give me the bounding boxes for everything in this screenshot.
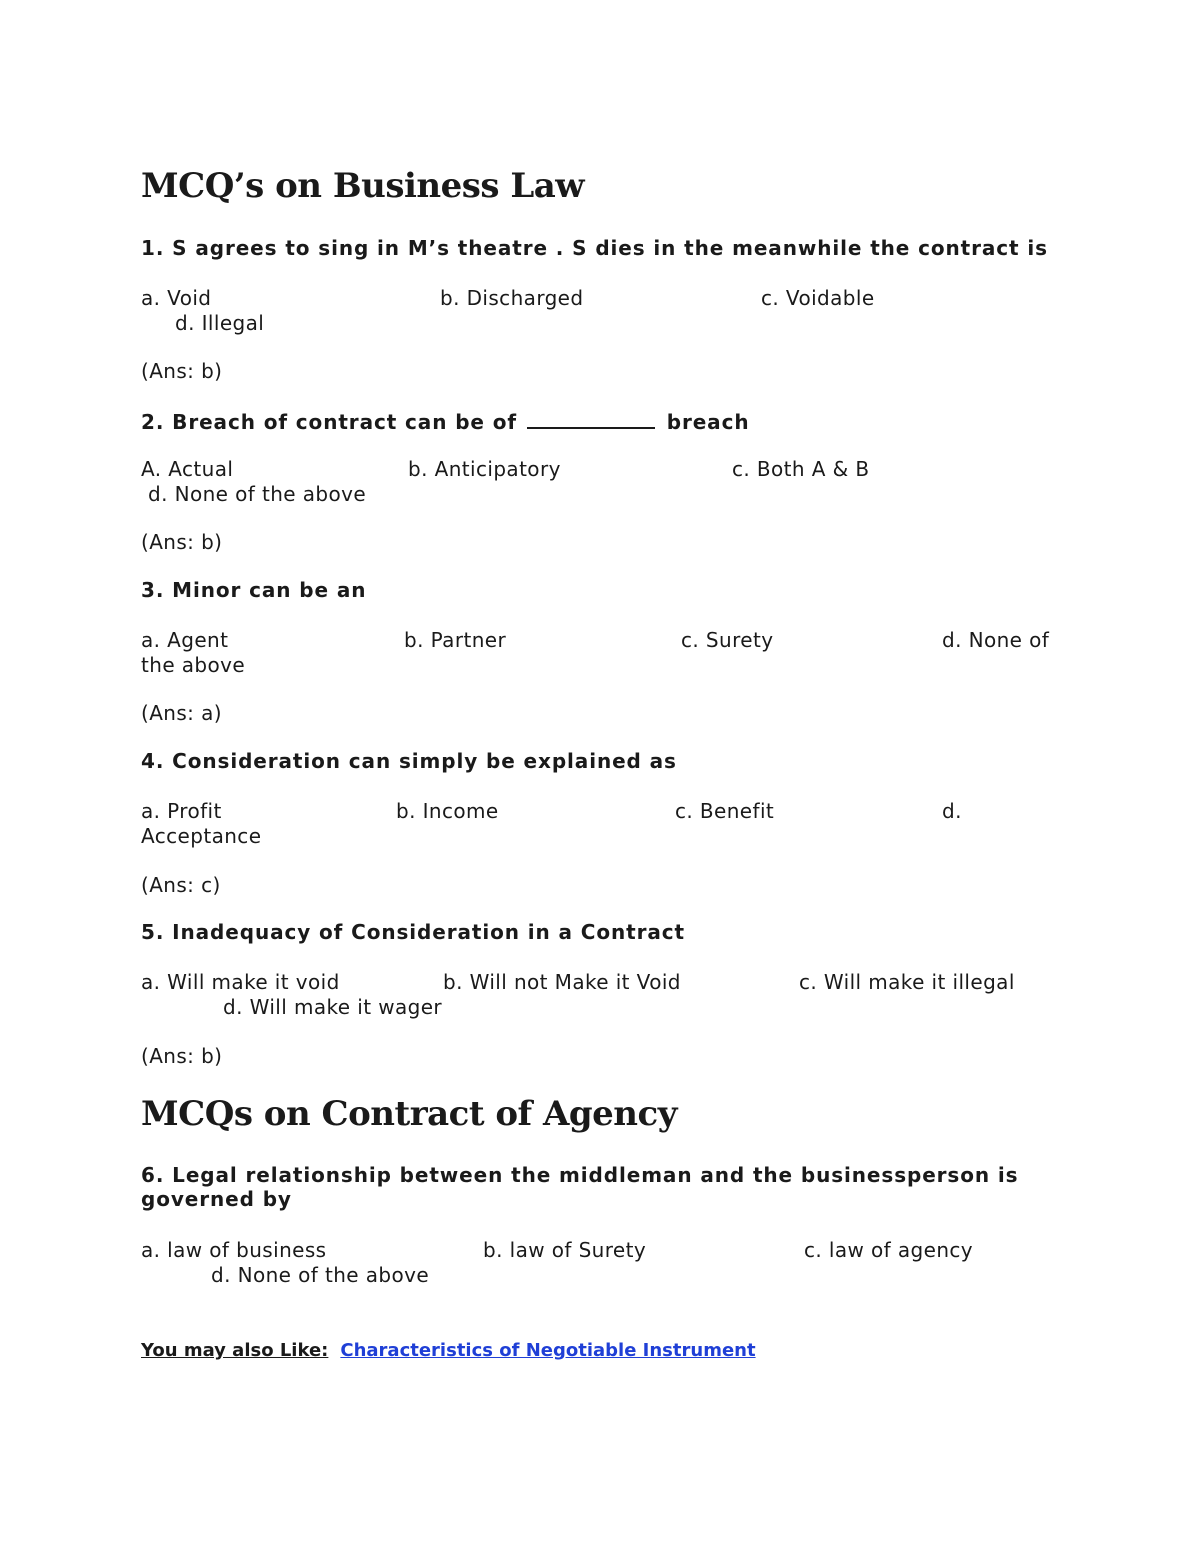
question-4-option-a: a. Profit — [141, 799, 222, 823]
question-2-text-before: 2. Breach of contract can be of — [141, 410, 517, 434]
question-4-answer: (Ans: c) — [141, 873, 221, 897]
question-4: 4. Consideration can simply be explained as — [141, 749, 677, 773]
question-5-option-c: c. Will make it illegal — [799, 970, 1015, 994]
question-4-option-d-continued: Acceptance — [141, 824, 262, 848]
question-5-option-b: b. Will not Make it Void — [443, 970, 681, 994]
question-6: 6. Legal relationship between the middleman and the businessperson is governed by — [141, 1163, 1019, 1211]
question-1: 1. S agrees to sing in M’s theatre . S dies in the meanwhile the contract is — [141, 236, 1048, 260]
question-4-option-d: d. — [942, 799, 962, 823]
question-1-option-a: a. Void — [141, 286, 212, 310]
question-6-option-b: b. law of Surety — [483, 1238, 647, 1262]
also-like-row — [141, 1340, 756, 1361]
question-2-option-d: d. None of the above — [148, 482, 367, 506]
question-6-option-d: d. None of the above — [211, 1263, 430, 1287]
question-4-option-c: c. Benefit — [675, 799, 775, 823]
also-like-link[interactable]: Characteristics of Negotiable Instrument — [340, 1340, 756, 1361]
question-3-option-a: a. Agent — [141, 628, 229, 652]
also-like-label: You may also Like: — [141, 1340, 329, 1361]
section-heading-business-law: MCQ’s on Business Law — [141, 166, 585, 206]
question-1-option-b: b. Discharged — [440, 286, 584, 310]
question-1-option-c: c. Voidable — [761, 286, 875, 310]
question-6-option-c: c. law of agency — [804, 1238, 974, 1262]
question-2-option-a: A. Actual — [141, 457, 234, 481]
question-5-option-d: d. Will make it wager — [223, 995, 443, 1019]
question-2-answer: (Ans: b) — [141, 530, 223, 554]
question-5-answer: (Ans: b) — [141, 1044, 223, 1068]
question-3-option-c: c. Surety — [681, 628, 774, 652]
question-3-option-d: d. None of — [942, 628, 1050, 652]
question-4-option-b: b. Income — [396, 799, 499, 823]
answer-blank — [527, 407, 655, 429]
question-3-answer: (Ans: a) — [141, 701, 222, 725]
question-3-option-b: b. Partner — [404, 628, 507, 652]
section-heading-contract-of-agency: MCQs on Contract of Agency — [141, 1094, 677, 1134]
question-2-option-c: c. Both A & B — [732, 457, 870, 481]
question-3-option-d-continued: the above — [141, 653, 246, 677]
question-2-text-after: breach — [666, 410, 750, 434]
question-6-option-a: a. law of business — [141, 1238, 327, 1262]
question-5-option-a: a. Will make it void — [141, 970, 340, 994]
question-1-answer: (Ans: b) — [141, 359, 223, 383]
question-3: 3. Minor can be an — [141, 578, 367, 602]
question-1-option-d: d. Illegal — [175, 311, 265, 335]
question-2-option-b: b. Anticipatory — [408, 457, 561, 481]
question-5: 5. Inadequacy of Consideration in a Contract — [141, 920, 685, 944]
question-2 — [141, 407, 749, 434]
